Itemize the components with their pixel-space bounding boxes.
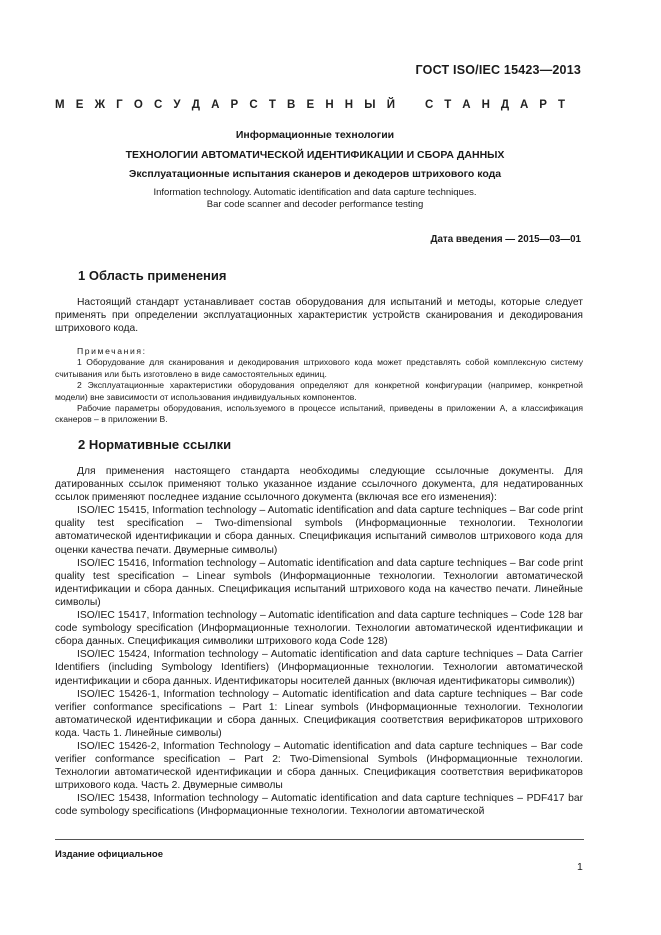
notes-heading: Примечания: (77, 346, 147, 356)
reference-item: ISO/IEC 15438, Information technology – Automatic identification and data capture techniques – PDF417 bar code symbology specifications (Информационные технологии. Технологии автоматической (55, 793, 583, 818)
title-ru-line-1: Информационные технологии (235, 129, 395, 141)
note-item: 2 Эксплуатационные характеристики оборудования определяют для конкретной конфигурации (например, конкретной модели) вне зависимости от использования индивидуальных компонентов. (55, 380, 583, 402)
title-en-line-2: Bar code scanner and decoder performance testing (206, 199, 424, 210)
banner-word-standard: С Т А Н Д А Р Т (425, 99, 565, 111)
section-1-heading: 1 Область применения (78, 268, 227, 283)
page-number: 1 (577, 861, 583, 873)
reference-item: ISO/IEC 15417, Information technology – Automatic identification and data capture techniques – Code 128 bar code symbology specification (Информационные технологии. Технологии автоматической идентификации и сбора данных. Спецификация символики штрихового кода Code 128) (55, 610, 583, 648)
page-footer (55, 839, 584, 860)
title-en-line-1: Information technology. Automatic identification and data capture techniques. (153, 187, 477, 198)
note-item: 1 Оборудование для сканирования и декодирования штрихового кода может представлять собой комплексную систему считывания или быть изготовлено в виде самостоятельных единиц. (55, 357, 583, 379)
reference-item: ISO/IEC 15426-2, Information Technology – Automatic identification and data capture techniques – Bar code verifier conformance specification – Part 2: Two-Dimensional Symbols (Информационные технологии. Технологии автоматической идентификации и сбора данных. Спецификация соответствия верификаторов штрихового кода. Часть 2. Двумерные символы (55, 740, 583, 792)
standard-number: ГОСТ ISO/IEC 15423—2013 (415, 63, 581, 77)
section-1-notes (55, 346, 583, 426)
reference-item: ISO/IEC 15415, Information technology – Automatic identification and data capture techniques – Bar code print quality test specification – Two-dimensional symbols (Информационные технологии. Технологии автоматической идентификации и сбора данных. Спецификация испытаний символов штрихового кода для оценки качества печати. Двумерные символы) (55, 505, 583, 556)
interstate-standard-banner (55, 99, 565, 111)
paragraph: Для применения настоящего стандарта необходимы следующие ссылочные документы. Для датированных ссылок применяют только указанное издание ссылочного документа, для недатированных ссылок применяют последнее издание ссылочного документа (включая все его изменения): (55, 466, 583, 504)
reference-item: ISO/IEC 15426-1, Information technology – Automatic identification and data capture techniques – Bar code verifier conformance specifications – Part 1: Linear symbols (Информационные технологии. Технологии автоматической идентификации и сбора данных. Спецификация соответствия верификаторов штрихового кода. Часть 1. Линейные символы) (55, 688, 583, 739)
title-ru-line-3: Эксплуатационные испытания сканеров и декодеров штрихового кода (128, 168, 502, 180)
reference-item: ISO/IEC 15416, Information technology – Automatic identification and data capture techniques – Bar code print quality test specification – Linear symbols (Информационные технологии. Технологии автоматической идентификации и сбора данных. Спецификация испытаний штрихового кода на качество печати. Линейные символы) (55, 557, 583, 608)
section-1-body (55, 296, 583, 335)
title-ru-line-2: ТЕХНОЛОГИИ АВТОМАТИЧЕСКОЙ ИДЕНТИФИКАЦИИ И СБОРА ДАННЫХ (125, 149, 505, 161)
section-2-body (55, 465, 583, 819)
introduction-date: Дата введения — 2015—03—01 (430, 234, 581, 245)
section-2-heading: 2 Нормативные ссылки (78, 437, 232, 452)
banner-word-interstate: М Е Ж Г О С У Д А Р С Т В Е Н Н Ы Й (55, 99, 395, 111)
edition-label: Издание официальное (55, 849, 163, 860)
reference-item: ISO/IEC 15424, Information technology – Automatic identification and data capture techniques – Data Carrier Identifiers (including Symbology Identifiers) (Информационные технологии. Технологии автоматической идентификации и сбора данных. Идентификаторы носителей данных (включая идентификаторы символик)) (55, 649, 583, 687)
paragraph: Настоящий стандарт устанавливает состав оборудования для испытаний и методы, которые следует применять при определении эксплуатационных характеристик устройств сканирования и декодирования штрихового кода. (55, 297, 583, 335)
note-item: Рабочие параметры оборудования, используемого в процессе испытаний, приведены в приложении А, а классификация сканеров – в приложении В. (55, 403, 583, 425)
